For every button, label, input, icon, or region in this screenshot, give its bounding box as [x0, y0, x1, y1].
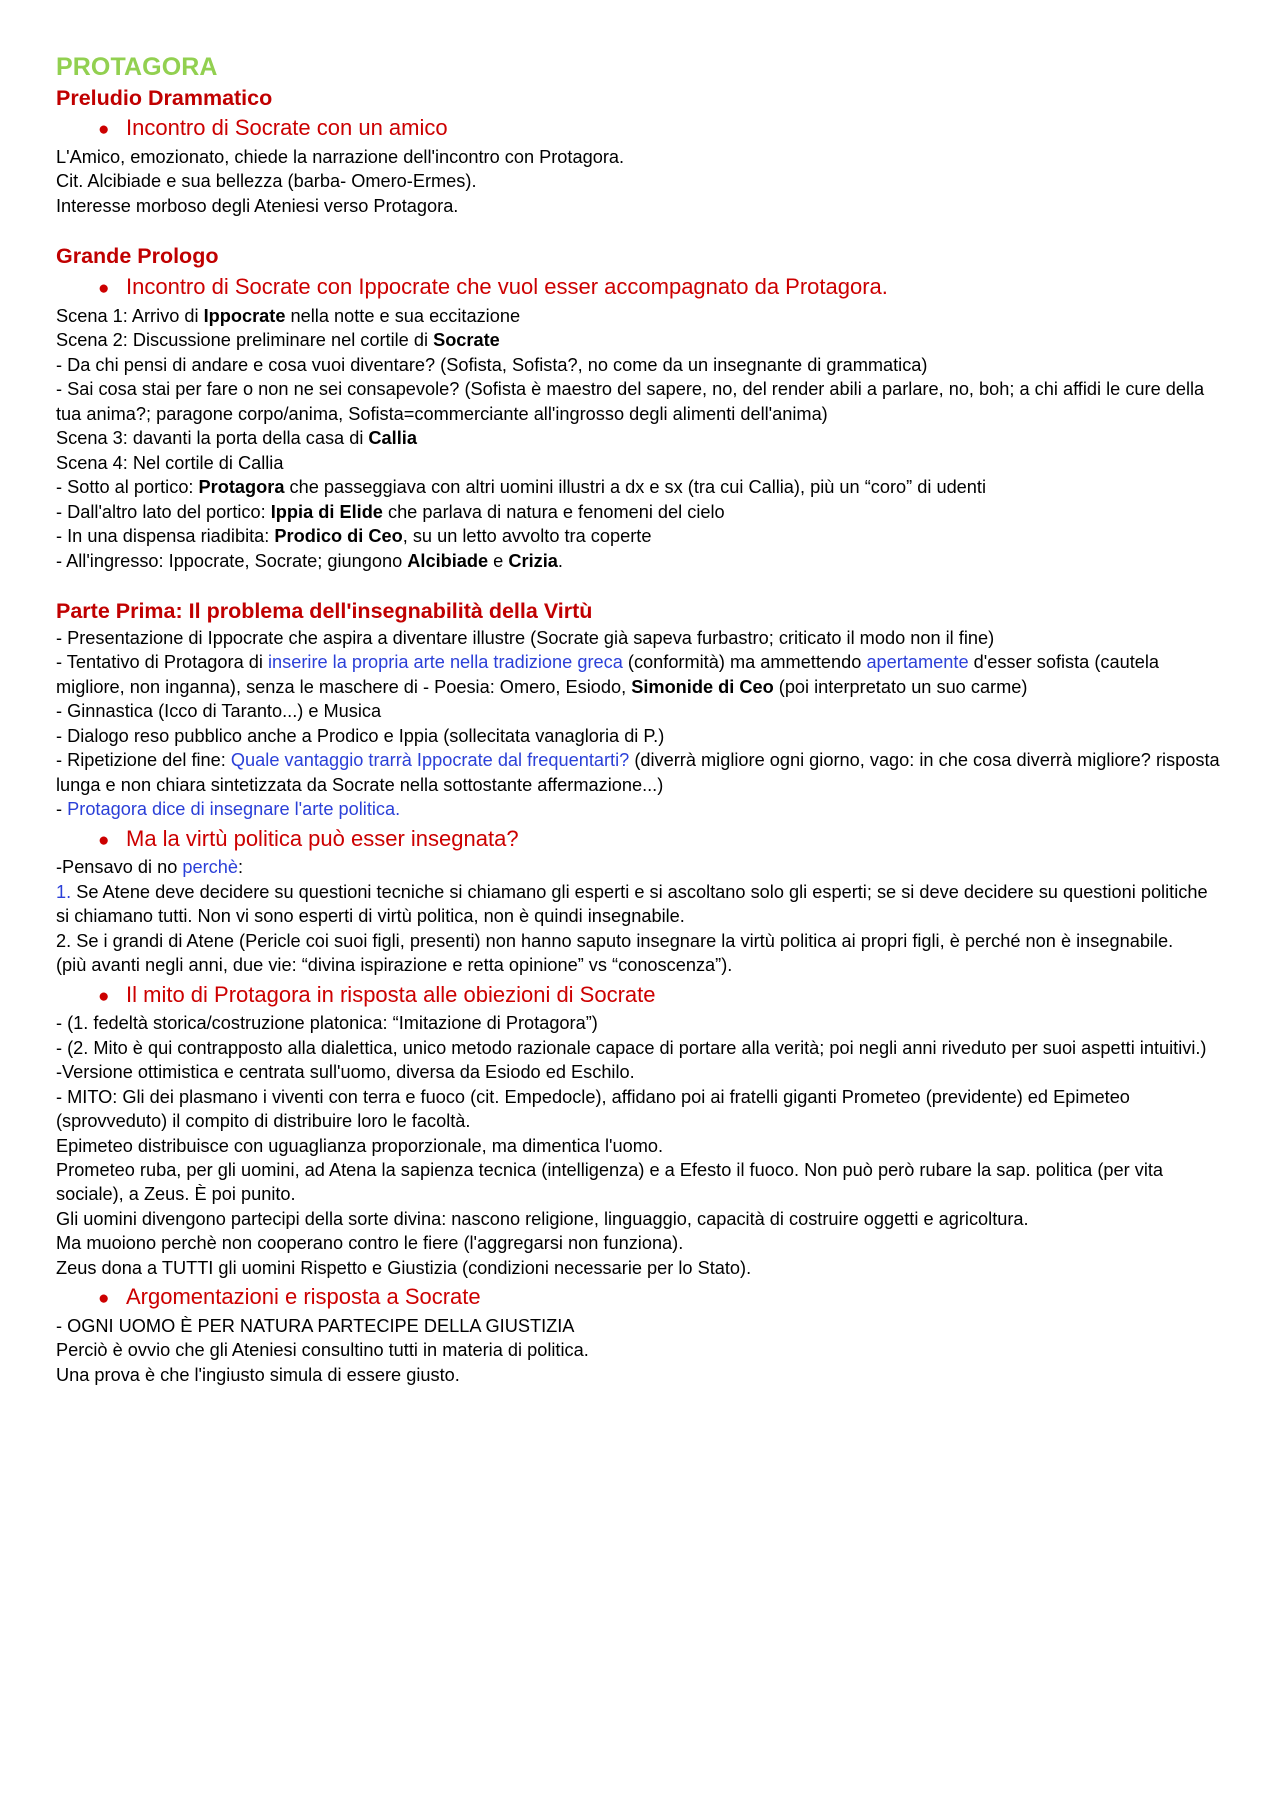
- scena-1: [56, 304, 1224, 328]
- prologo-ingresso: [56, 549, 1224, 573]
- ingresso-pre: - All'ingresso: Ippocrate, Socrate; giungono: [56, 550, 408, 571]
- pensavo-pre: -Pensavo di no: [56, 857, 183, 878]
- mito-line-6: Prometeo ruba, per gli uomini, ad Atena la sapienza tecnica (intelligenza) e a Efesto il fuoco. Non può però rubare la sap. politica (per vita sociale), a Zeus. È poi punito.: [56, 1159, 1164, 1205]
- mito-line-1: - (1. fedeltà storica/costruzione platonica: “Imitazione di Protagora”): [56, 1013, 598, 1034]
- ingresso-bold-alcibiade: Alcibiade: [407, 550, 489, 571]
- mito-line-8: Ma muoiono perchè non cooperano contro le fiere (l'aggregarsi non funziona).: [56, 1233, 684, 1254]
- scena-2-bold: Socrate: [433, 330, 500, 351]
- heading-grande-prologo: Grande Prologo: [56, 244, 219, 269]
- portico-2-bold: Ippia di Elide: [270, 501, 383, 522]
- scena-3-bold: Callia: [368, 428, 417, 449]
- ingresso-bold-crizia: Crizia: [508, 550, 558, 571]
- preludio-line-3: Interesse morboso degli Ateniesi verso Protagora.: [56, 195, 459, 216]
- bullet-dot-icon: ●: [98, 119, 110, 141]
- bullet-dot-icon: ●: [98, 1288, 110, 1310]
- scena-1-bold: Ippocrate: [203, 305, 286, 326]
- mito-line-4: - MITO: Gli dei plasmano i viventi con terra e fuoco (cit. Empedocle), affidano poi ai fratelli giganti Prometeo (previdente) ed Epimeteo (sprovveduto) il compito di distribuire loro le facoltà.: [56, 1086, 1130, 1132]
- bullet-virtu-insegnata: [56, 825, 1224, 854]
- bullet-incontro-ippocrate: [56, 273, 1224, 302]
- page-title: PROTAGORA: [56, 53, 218, 81]
- scena-3-pre: Scena 3: davanti la porta della casa di: [56, 428, 369, 449]
- portico-1-bold: Protagora: [198, 477, 285, 498]
- l2-mid: (conformità) ma ammettendo: [622, 652, 867, 673]
- bullet-label: Il mito di Protagora in risposta alle obiezioni di Socrate: [126, 981, 656, 1007]
- scena-2: [56, 328, 1224, 352]
- scena-4: Scena 4: Nel cortile di Callia: [56, 452, 284, 473]
- mito-line-3: -Versione ottimistica e centrata sull'uomo, diversa da Esiodo ed Eschilo.: [56, 1062, 635, 1083]
- argomentazioni-line-2: Perciò è ovvio che gli Ateniesi consultino tutti in materia di politica.: [56, 1340, 589, 1361]
- mito-line-7: Gli uomini divengono partecipi della sorte divina: nascono religione, linguaggio, capacità di costruire oggetti e agricoltura.: [56, 1208, 1029, 1229]
- mito-line-5: Epimeteo distribuisce con uguaglianza proporzionale, ma dimentica l'uomo.: [56, 1135, 664, 1156]
- bullet-dot-icon: ●: [98, 985, 110, 1007]
- l6-blue-arte-politica: Protagora dice di insegnare l'arte politica.: [67, 799, 401, 820]
- argomento-numero-1: [56, 880, 1224, 929]
- prologo-question-2: - Sai cosa stai per fare o non ne sei consapevole? (Sofista è maestro del sapere, no, del render abili a parlare, no, boh; a chi affidi le cure della tua anima?; paragone corpo/anima, Sofista=commerciante all'ingrosso degli alimenti dell'anima): [56, 379, 1205, 424]
- argomento-numero-2: 2. Se i grandi di Atene (Pericle coi suoi figli, presenti) non hanno saputo insegnare la virtù politica ai propri figli, è perché non è insegnabile.: [56, 930, 1174, 951]
- mito-line-2: - (2. Mito è qui contrapposto alla dialettica, unico metodo razionale capace di portare alla verità; poi negli anni riveduto per suoi aspetti intuitivi.): [56, 1037, 1207, 1058]
- scena-3: [56, 426, 1224, 450]
- scena-2-pre: Scena 2: Discussione preliminare nel cortile di: [56, 330, 434, 351]
- spacer: [56, 218, 1224, 243]
- num-1-marker: 1.: [56, 881, 72, 902]
- bullet-label: Incontro di Socrate con un amico: [126, 115, 448, 141]
- argomentazioni-caps-line: - OGNI UOMO È PER NATURA PARTECIPE DELLA GIUSTIZIA: [56, 1315, 575, 1336]
- num-1-text: Se Atene deve decidere su questioni tecniche si chiamano gli esperti e si ascoltano solo gli esperti; se si deve decidere su questioni politiche si chiamano tutti. Non vi sono esperti di virtù politica, non è quindi insegnabile.: [56, 881, 1208, 927]
- spacer: [56, 573, 1224, 598]
- l2-blue-apertamente: apertamente: [866, 652, 969, 673]
- l5-blue-question: Quale vantaggio trarrà Ippocrate dal frequentarti?: [230, 750, 630, 771]
- bullet-label: Argomentazioni e risposta a Socrate: [126, 1284, 481, 1310]
- parte-prima-line-5: [56, 748, 1224, 797]
- pensavo-di-no: [56, 855, 1224, 879]
- l2-pre: - Tentativo di Protagora di: [56, 652, 268, 673]
- argomentazioni-line-3: Una prova è che l'ingiusto simula di essere giusto.: [56, 1364, 460, 1385]
- l2-post-2: (poi interpretato un suo carme): [773, 676, 1028, 697]
- parte-prima-line-1: - Presentazione di Ippocrate che aspira a diventare illustre (Socrate già sapeva furbastro; criticato il modo non il fine): [56, 627, 995, 648]
- preludio-line-1: L'Amico, emozionato, chiede la narrazione dell'incontro con Protagora.: [56, 146, 625, 167]
- ingresso-post: .: [557, 550, 563, 571]
- prologo-portico-2: [56, 500, 1224, 524]
- l2-post-1: d'esser sofista (cautela migliore, non inganna), senza le maschere di - Poesia: Omero, Esiodo,: [56, 652, 1160, 697]
- preludio-line-2: Cit. Alcibiade e sua bellezza (barba- Omero-Ermes).: [56, 171, 477, 192]
- bullet-dot-icon: ●: [98, 278, 110, 300]
- parte-prima-line-3: - Ginnastica (Icco di Taranto...) e Musica: [56, 701, 382, 722]
- bullet-argomentazioni: [56, 1283, 1224, 1312]
- portico-1-post: che passeggiava con altri uomini illustri a dx e sx (tra cui Callia), più un “coro” di udenti: [284, 477, 987, 498]
- parte-prima-line-2: [56, 650, 1224, 699]
- prologo-question-1: - Da chi pensi di andare e cosa vuoi diventare? (Sofista, Sofista?, no come da un insegnante di grammatica): [56, 354, 928, 375]
- scena-1-post: nella notte e sua eccitazione: [285, 305, 521, 326]
- argomento-nota-3: (più avanti negli anni, due vie: “divina ispirazione e retta opinione” vs “conoscenza”).: [56, 955, 733, 976]
- portico-1-pre: - Sotto al portico:: [56, 477, 199, 498]
- prologo-portico-1: [56, 475, 1224, 499]
- scena-1-pre: Scena 1: Arrivo di: [56, 305, 204, 326]
- pensavo-post: :: [238, 857, 244, 878]
- portico-2-pre: - Dall'altro lato del portico:: [56, 501, 271, 522]
- bullet-incontro-amico: [56, 114, 1224, 143]
- l5-pre: - Ripetizione del fine:: [56, 750, 231, 771]
- l2-blue-tradizione: inserire la propria arte nella tradizione greca: [267, 652, 623, 673]
- bullet-label: Ma la virtù politica può esser insegnata?: [126, 825, 519, 851]
- heading-parte-prima: Parte Prima: Il problema dell'insegnabilità della Virtù: [56, 599, 593, 623]
- dispensa-bold: Prodico di Ceo: [274, 526, 403, 547]
- bullet-dot-icon: ●: [98, 829, 110, 851]
- parte-prima-line-4: - Dialogo reso pubblico anche a Prodico e Ippia (sollecitata vanagloria di P.): [56, 725, 665, 746]
- portico-2-post: che parlava di natura e fenomeni del cielo: [382, 501, 725, 522]
- heading-preludio-drammatico: Preludio Drammatico: [56, 85, 273, 110]
- l2-bold-simonide: Simonide di Ceo: [631, 676, 774, 697]
- dispensa-pre: - In una dispensa riadibita:: [56, 526, 275, 547]
- dispensa-post: , su un letto avvolto tra coperte: [402, 526, 652, 547]
- l6-dash: -: [56, 799, 68, 820]
- pensavo-blue-perche: perchè: [182, 857, 239, 878]
- l5-post: (diverrà migliore ogni giorno, vago: in che cosa diverrà migliore? risposta lunga e non chiara sintetizzata da Socrate nella sottostante affermazione...): [56, 750, 1220, 795]
- bullet-mito-protagora: [56, 981, 1224, 1010]
- prologo-dispensa: [56, 524, 1224, 548]
- ingresso-mid: e: [488, 550, 509, 571]
- parte-prima-line-6: [56, 797, 1224, 821]
- mito-line-9: Zeus dona a TUTTI gli uomini Rispetto e Giustizia (condizioni necessarie per lo Stato).: [56, 1257, 752, 1278]
- bullet-label: Incontro di Socrate con Ippocrate che vuol esser accompagnato da Protagora.: [126, 274, 888, 300]
